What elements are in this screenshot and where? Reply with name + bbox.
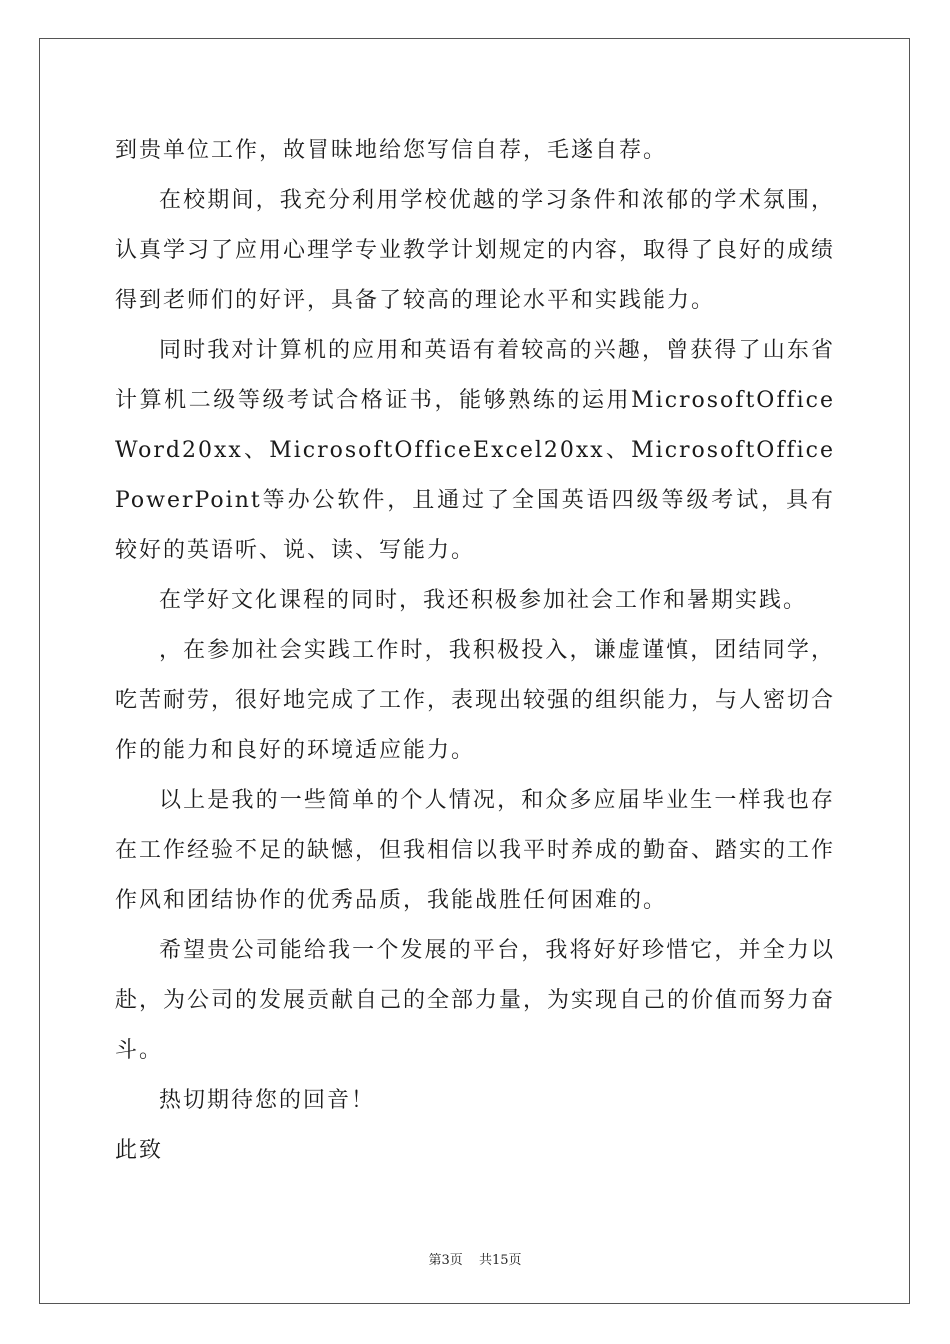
paragraph-social-practice: 在学好文化课程的同时，我还积极参加社会工作和暑期实践。 [159,588,808,613]
paragraph-await-reply: 热切期待您的回音！ [159,1088,376,1113]
closing-salutation: 此致 [115,1138,164,1163]
paragraph-personal-summary: 以上是我的一些简单的个人情况，和众多应届毕业生一样我也存在工作经验不足的缺憾，但我相信以我平时养成的勤奋、踏实的工作作风和团结协作的优秀品质，我能战胜任何困难的。 [115,788,836,913]
paragraph-computer-english: 同时我对计算机的应用和英语有着较高的兴趣，曾获得了山东省计算机二级等级考试合格证书，能够熟练的运用MicrosoftOfficeWord20xx、MicrosoftOfficeExcel20xx、MicrosoftOfficePowerPoint等办公软件，且通过了全国英语四级等级考试，具有较好的英语听、说、读、写能力。 [115,338,835,563]
letter-body [115,126,835,1176]
page-number: 第3页 [428,1253,463,1268]
page-footer [0,1249,950,1268]
page-total: 共15页 [478,1253,522,1268]
paragraph-hope: 希望贵公司能给我一个发展的平台，我将好好珍惜它，并全力以赴，为公司的发展贡献自己的全部力量，为实现自己的价值而努力奋斗。 [115,938,836,1063]
paragraph-continuation: 到贵单位工作，故冒昧地给您写信自荐，毛遂自荐。 [115,138,668,163]
paragraph-practice-detail: ，在参加社会实践工作时，我积极投入，谦虚谨慎，团结同学，吃苦耐劳，很好地完成了工作，表现出较强的组织能力，与人密切合作的能力和良好的环境适应能力。 [115,638,836,763]
paragraph-school-study: 在校期间，我充分利用学校优越的学习条件和浓郁的学术氛围，认真学习了应用心理学专业教学计划规定的内容，取得了良好的成绩得到老师们的好评，具备了较高的理论水平和实践能力。 [115,188,836,313]
